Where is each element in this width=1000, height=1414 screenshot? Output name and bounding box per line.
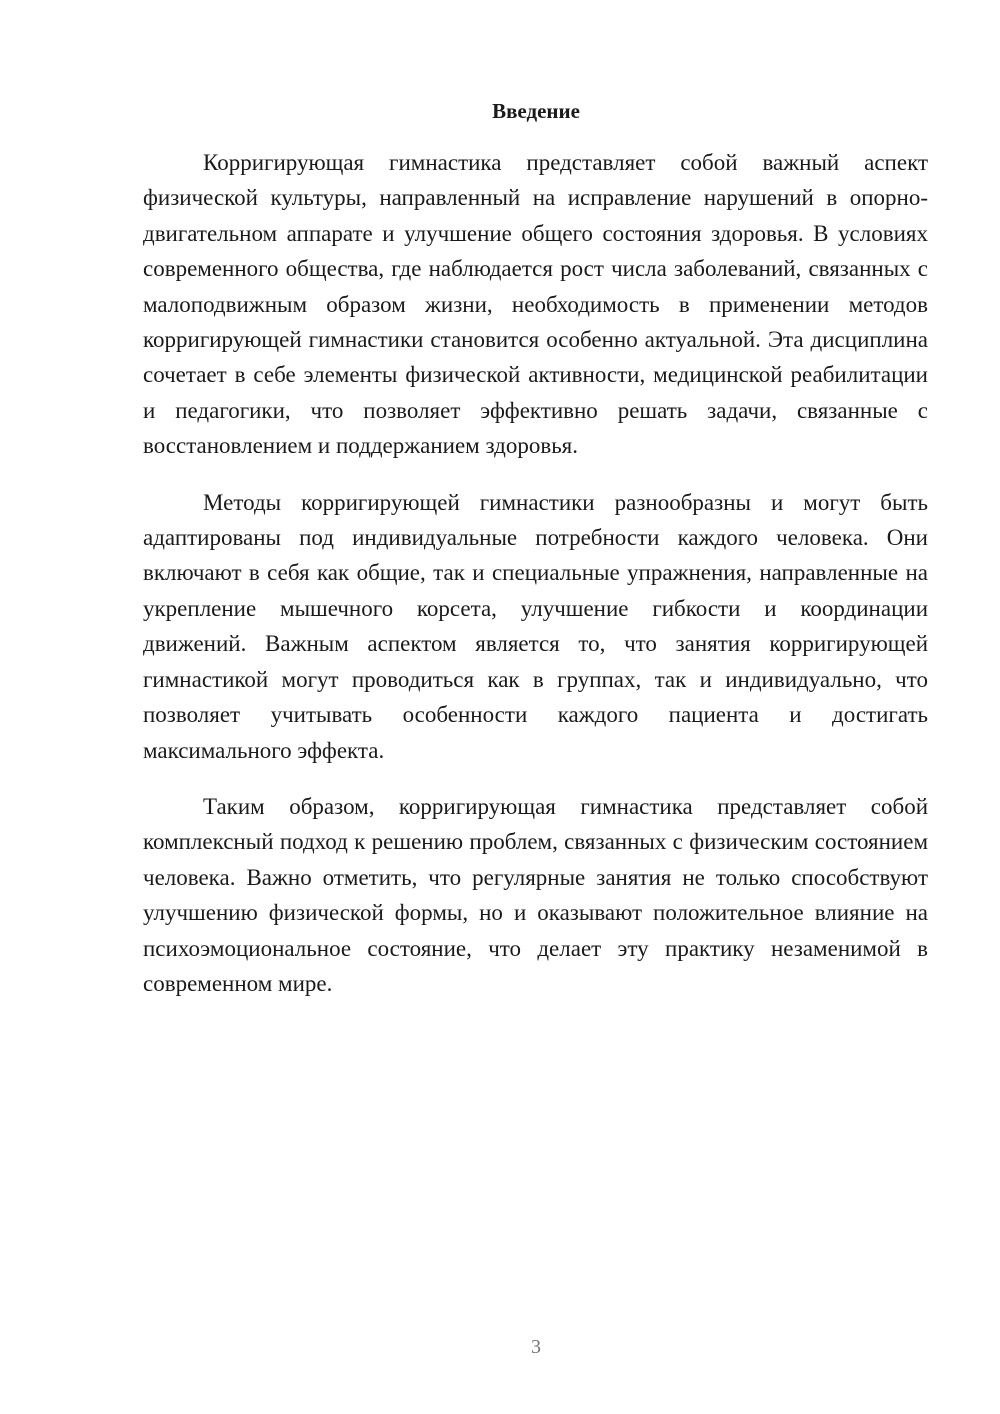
page-number: 3: [531, 1336, 541, 1358]
body-text: [143, 145, 928, 1022]
paragraph-1: Корригирующая гимнастика представляет собой важный аспект физической культуры, направленный на исправление нарушений в опорно-двигательном аппарате и улучшение общего состояния здоровья. В условиях современного общества, где наблюдается рост числа заболеваний, связанных с малоподвижным образом жизни, необходимость в применении методов корригирующей гимнастики становится особенно актуальной. Эта дисциплина сочетает в себе элементы физической активности, медицинской реабилитации и педагогики, что позволяет эффективно решать задачи, связанные с восстановлением и поддержанием здоровья.: [143, 150, 928, 459]
section-heading: Введение: [492, 99, 580, 123]
paragraph-3: Таким образом, корригирующая гимнастика представляет собой комплексный подход к решению проблем, связанных с физическим состоянием человека. Важно отметить, что регулярные занятия не только способствуют улучшению физической формы, но и оказывают положительное влияние на психоэмоциональное состояние, что делает эту практику незаменимой в современном мире.: [143, 793, 928, 996]
paragraph-2: Методы корригирующей гимнастики разнообразны и могут быть адаптированы под индивидуальные потребности каждого человека. Они включают в себя как общие, так и специальные упражнения, направленные на укрепление мышечного корсета, улучшение гибкости и координации движений. Важным аспектом является то, что занятия корригирующей гимнастикой могут проводиться как в группах, так и индивидуально, что позволяет учитывать особенности каждого пациента и достигать максимального эффекта.: [143, 489, 928, 763]
